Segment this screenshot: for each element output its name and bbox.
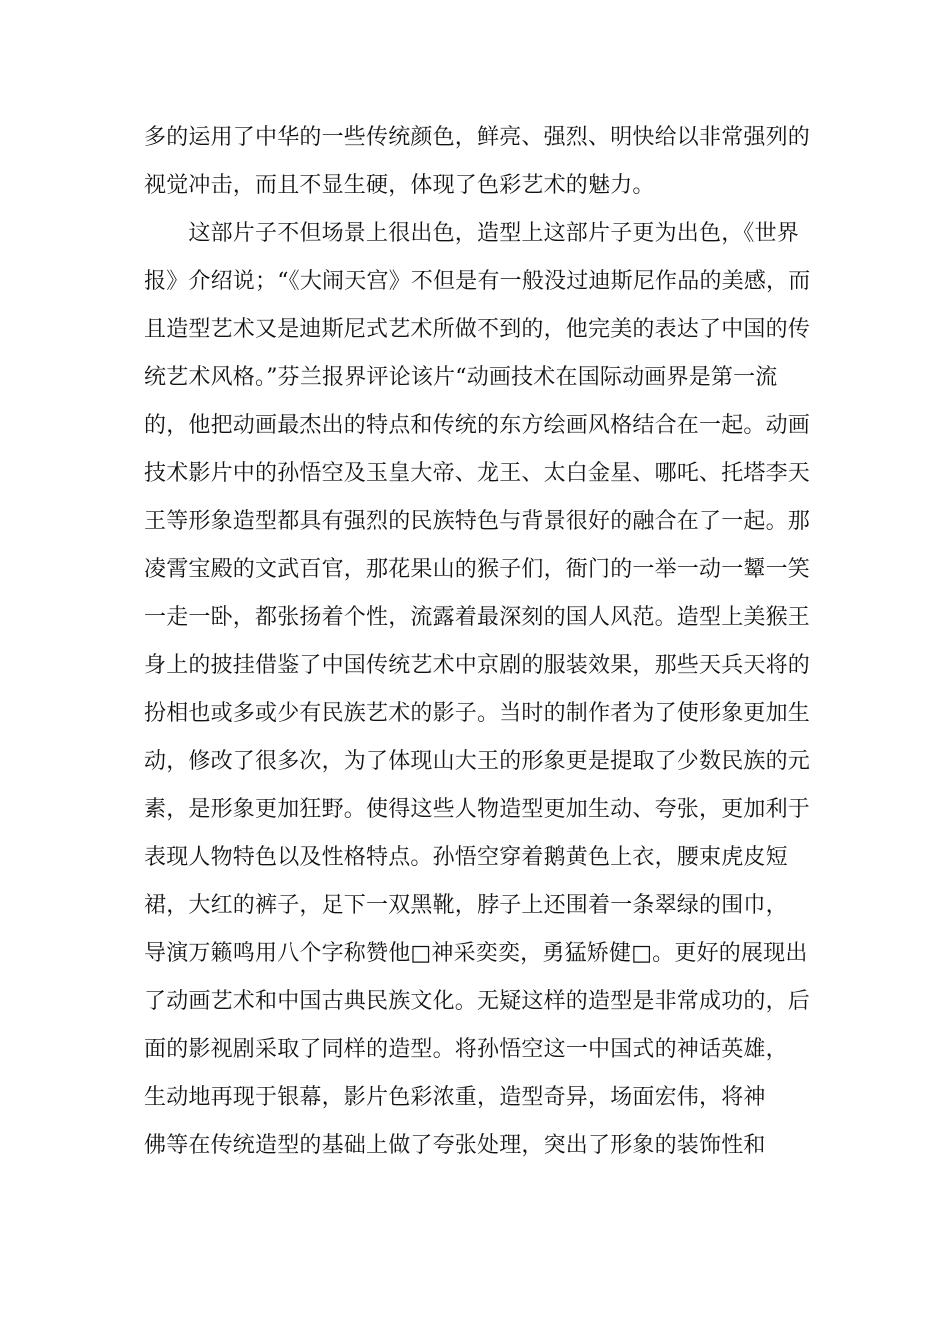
text-line: 动，修改了很多次，为了体现山大王的形象更是提取了少数民族的元 [144, 749, 811, 774]
text-line: 素，是形象更加狂野。使得这些人物造型更加生动、夸张，更加利于 [144, 797, 811, 822]
body-text [144, 114, 811, 1170]
text-line: 一走一卧，都张扬着个性，流露着最深刻的国人风范。造型上美猴王 [144, 605, 811, 630]
text-line: 技术影片中的孙悟空及玉皇大帝、龙王、太白金星、哪吒、托塔李天 [144, 461, 811, 486]
text-line: 表现人物特色以及性格特点。孙悟空穿着鹅黄色上衣，腰束虎皮短 [144, 845, 788, 870]
text-line: 报》介绍说；“《大闹天宫》不但是有一般没过迪斯尼作品的美感，而 [144, 269, 811, 294]
text-line: 生动地再现于银幕，影片色彩浓重，造型奇异，场面宏伟，将神 [144, 1085, 766, 1110]
text-line: 扮相也或多或少有民族艺术的影子。当时的制作者为了使形象更加生 [144, 701, 811, 726]
text-line: 裙，大红的裤子，足下一双黑靴，脖子上还围着一条翠绿的围巾， [144, 893, 788, 918]
text-line: 且造型艺术又是迪斯尼式艺术所做不到的，他完美的表达了中国的传 [144, 317, 811, 342]
text-line: 面的影视剧采取了同样的造型。将孙悟空这一中国式的神话英雄， [144, 1037, 788, 1062]
text-line: 身上的披挂借鉴了中国传统艺术中京剧的服装效果，那些天兵天将的 [144, 653, 811, 678]
text-line: 统艺术风格。”芬兰报界评论该片“动画技术在国际动画界是第一流 [144, 365, 778, 390]
paragraph-start-line: 这部片子不但场景上很出色，造型上这部片子更为出色，《世界 [144, 221, 800, 246]
text-line: 的，他把动画最杰出的特点和传统的东方绘画风格结合在一起。动画 [144, 413, 811, 438]
text-line: 王等形象造型都具有强烈的民族特色与背景很好的融合在了一起。那 [144, 509, 811, 534]
text-line: 凌霄宝殿的文武百官，那花果山的猴子们，衙门的一举一动一颦一笑 [144, 557, 811, 582]
text-line: 视觉冲击，而且不显生硬，体现了色彩艺术的魅力。 [144, 173, 655, 198]
text-line: 佛等在传统造型的基础上做了夸张处理，突出了形象的装饰性和 [144, 1133, 766, 1158]
text-line: 多的运用了中华的一些传统颜色，鲜亮、强烈、明快给以非常强列的 [144, 125, 811, 150]
text-line: 导演万籁鸣用八个字称赞他□神采奕奕，勇猛矫健□。更好的展现出 [144, 941, 808, 966]
text-line: 了动画艺术和中国古典民族文化。无疑这样的造型是非常成功的，后 [144, 989, 811, 1014]
